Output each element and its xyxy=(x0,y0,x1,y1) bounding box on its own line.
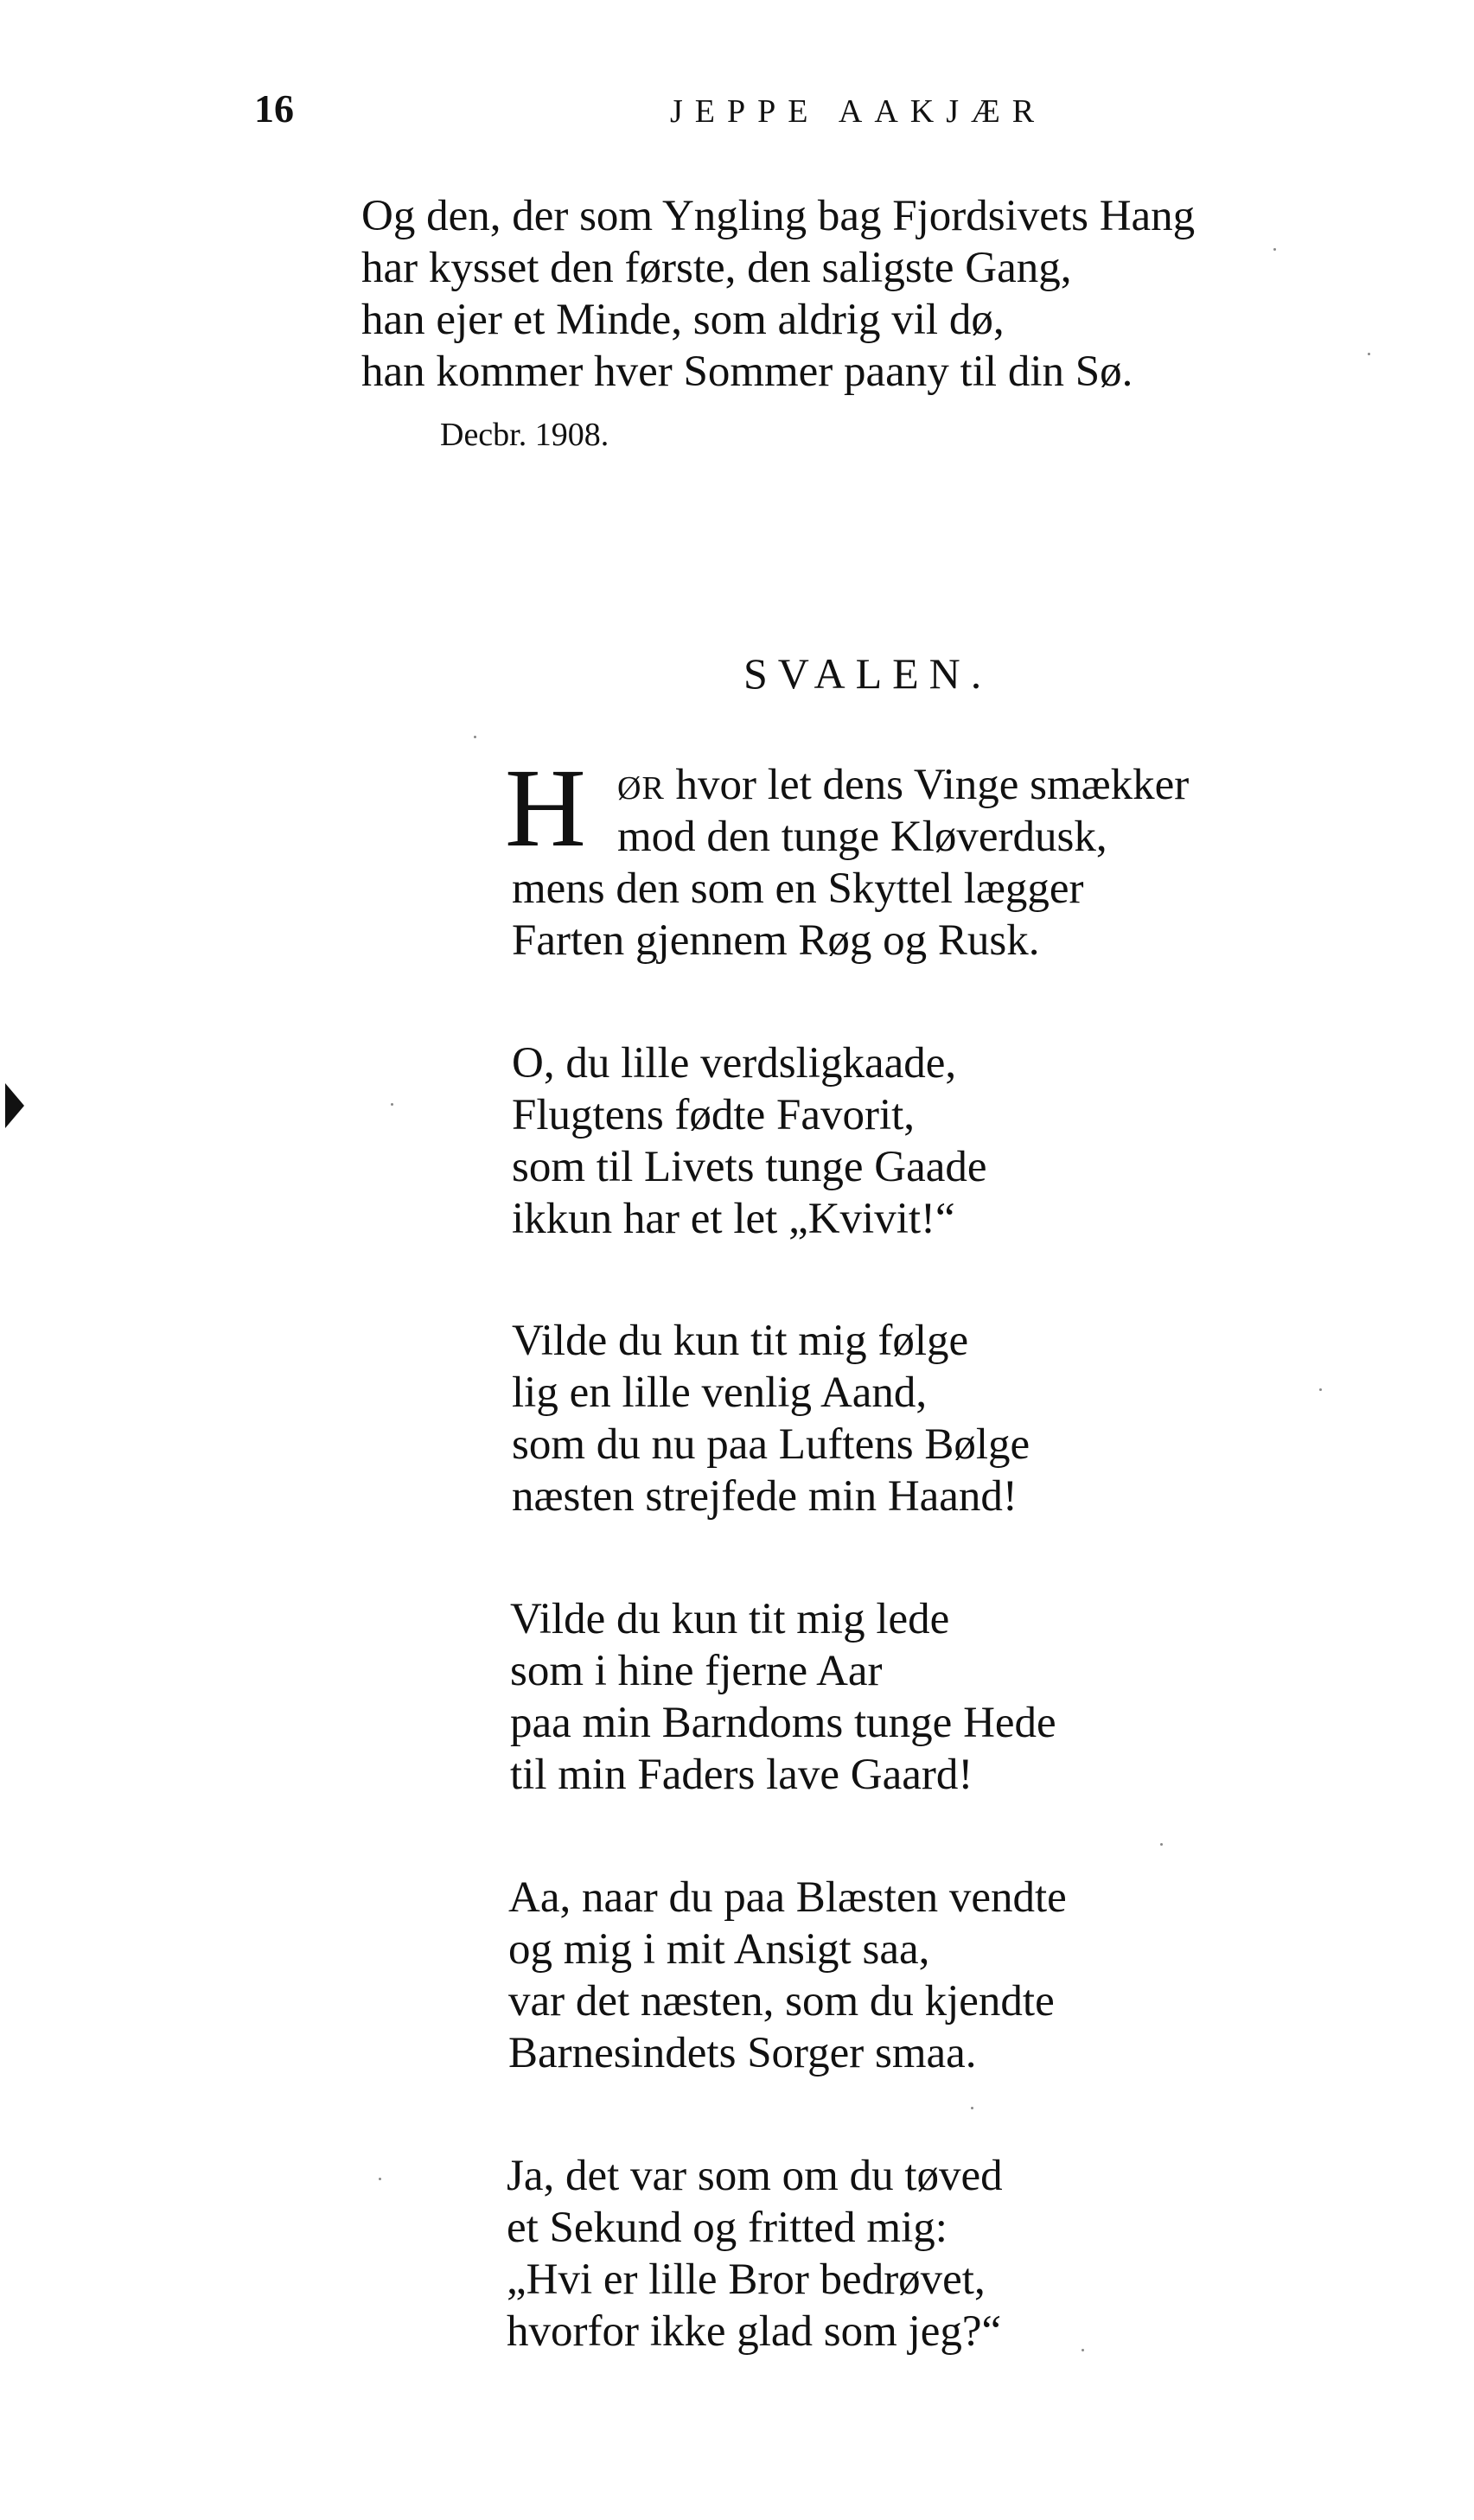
stanza-6 xyxy=(507,2150,1003,2357)
margin-mark-icon xyxy=(5,1083,24,1128)
scan-speck xyxy=(971,2107,973,2109)
verse-line: har kysset den første, den saligste Gang, xyxy=(361,244,1072,292)
verse-line: Vilde du kun tit mig følge xyxy=(512,1317,969,1365)
verse-line: som i hine fjerne Aar xyxy=(510,1647,883,1695)
scan-speck xyxy=(379,2178,381,2180)
verse-line: mens den som en Skyttel lægger xyxy=(512,864,1084,913)
stanza-1-continued xyxy=(512,863,1084,967)
verse-line: ikkun har et let „Kvivit!“ xyxy=(512,1195,955,1243)
verse-line-first xyxy=(617,759,1189,811)
verse-line: paa min Barndoms tunge Hede xyxy=(510,1699,1056,1747)
verse-line: „Hvi er lille Bror bedrøvet, xyxy=(507,2255,986,2304)
scan-speck xyxy=(1319,1388,1322,1391)
stanza-2 xyxy=(512,1037,987,1245)
scan-speck xyxy=(1368,353,1370,355)
verse-line: næsten strejfede min Haand! xyxy=(512,1472,1018,1521)
poem-date: Decbr. 1908. xyxy=(440,417,609,453)
stanza-3 xyxy=(512,1315,1030,1522)
verse-line: lig en lille venlig Aand, xyxy=(512,1368,928,1417)
drop-cap-initial: H xyxy=(505,746,586,871)
verse-line: var det næsten, som du kjendte xyxy=(508,1977,1055,2026)
stanza-1 xyxy=(617,759,1189,863)
verse-line: Barnesindets Sorger smaa. xyxy=(508,2029,977,2077)
verse-line: Aa, naar du paa Blæsten vendte xyxy=(508,1873,1067,1922)
verse-line: et Sekund og fritted mig: xyxy=(507,2204,948,2252)
first-word-smallcaps: ØR xyxy=(617,770,665,807)
running-title: JEPPE AAKJÆR xyxy=(670,93,1047,130)
scan-speck xyxy=(1160,1843,1163,1846)
scan-speck xyxy=(1273,248,1276,251)
first-line-rest: hvor let dens Vinge smækker xyxy=(664,761,1190,809)
verse-line: O, du lille verdsligkaade, xyxy=(512,1039,957,1088)
verse-line: han ejer et Minde, som aldrig vil dø, xyxy=(361,296,1005,344)
stanza-4 xyxy=(510,1593,1056,1801)
verse-line: hvorfor ikke glad som jeg?“ xyxy=(507,2307,1002,2356)
verse-line: mod den tunge Kløverdusk, xyxy=(617,813,1107,861)
verse-line: Ja, det var som om du tøved xyxy=(507,2152,1003,2200)
verse-line: Vilde du kun tit mig lede xyxy=(510,1595,950,1643)
verse-line: Og den, der som Yngling bag Fjordsivets Hang xyxy=(361,192,1196,240)
poem-title: SVALEN. xyxy=(743,649,992,698)
verse-line: og mig i mit Ansigt saa, xyxy=(508,1925,930,1974)
verse-line: til min Faders lave Gaard! xyxy=(510,1751,973,1799)
stanza-5 xyxy=(508,1872,1067,2079)
scan-speck xyxy=(1082,2349,1084,2351)
scan-speck xyxy=(391,1103,393,1106)
scan-speck xyxy=(474,736,476,738)
previous-poem-ending xyxy=(361,190,1195,398)
verse-line: Flugtens fødte Favorit, xyxy=(512,1091,916,1139)
page-number: 16 xyxy=(254,86,294,131)
verse-line: som du nu paa Luftens Bølge xyxy=(512,1420,1031,1469)
verse-line: Farten gjennem Røg og Rusk. xyxy=(512,916,1040,965)
verse-line: han kommer hver Sommer paany til din Sø. xyxy=(361,348,1133,396)
verse-line: som til Livets tunge Gaade xyxy=(512,1143,987,1191)
